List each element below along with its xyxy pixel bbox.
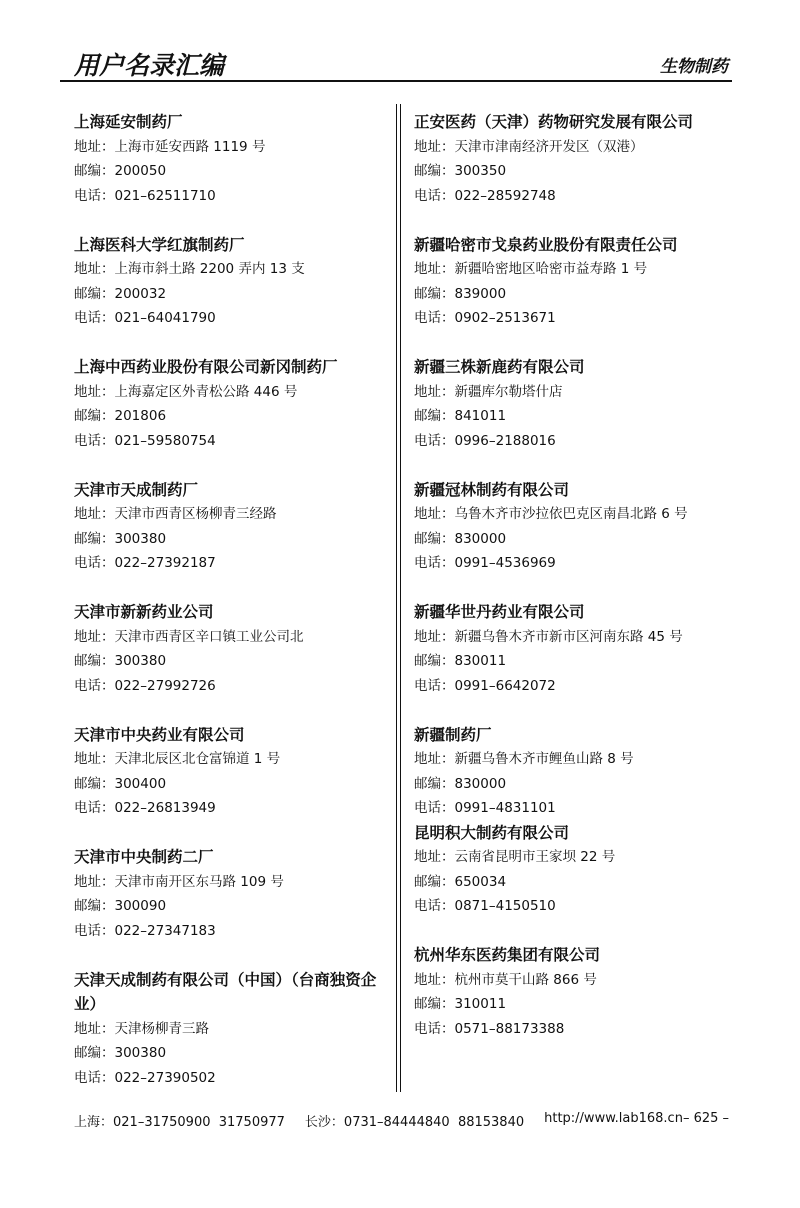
company-address: 地址：新疆乌鲁木齐市新市区河南东路 45 号 xyxy=(414,628,683,645)
company-entry xyxy=(74,723,394,821)
company-phone: 电话：0996–2188016 xyxy=(414,432,556,449)
company-entry xyxy=(414,821,744,919)
company-name: 上海医科大学红旗制药厂 xyxy=(74,235,245,254)
company-name: 天津市新新药业公司 xyxy=(74,603,214,621)
company-address: 地址：杭州市莫干山路 866 号 xyxy=(414,971,597,988)
company-phone: 电话：021–64041790 xyxy=(74,310,216,326)
company-postcode: 邮编：300350 xyxy=(414,163,507,179)
company-postcode: 邮编：830000 xyxy=(414,530,507,547)
company-postcode: 邮编：830000 xyxy=(414,775,507,792)
company-phone: 电话：021–59580754 xyxy=(74,432,216,449)
section-category: 生物制药 xyxy=(660,57,728,77)
company-name: 昆明积大制药有限公司 xyxy=(414,823,570,842)
company-phone: 电话：0991–4831101 xyxy=(414,800,556,816)
company-entry xyxy=(414,723,744,821)
company-address: 地址：上海市延安西路 1119 号 xyxy=(74,138,266,155)
company-address: 地址：天津市津南经济开发区（双港） xyxy=(414,138,644,155)
company-postcode: 邮编：200032 xyxy=(74,285,167,302)
company-address: 地址：天津市西青区杨柳青三经路 xyxy=(74,506,277,522)
company-address: 地址：天津杨柳青三路 xyxy=(74,1020,209,1037)
company-name: 新疆冠林制药有限公司 xyxy=(414,480,570,499)
company-entry xyxy=(414,110,744,208)
company-postcode: 邮编：300400 xyxy=(74,775,167,792)
company-address: 地址：上海嘉定区外青松公路 446 号 xyxy=(74,383,298,400)
footer-changsha-phone: 长沙：0731–84444840 88153840 xyxy=(304,1115,525,1130)
company-name: 新疆华世丹药业有限公司 xyxy=(414,603,585,621)
company-entry xyxy=(74,600,394,698)
company-address: 地址：天津市南开区东马路 109 号 xyxy=(74,873,284,890)
header-divider xyxy=(60,80,732,82)
company-name: 新疆制药厂 xyxy=(414,725,492,744)
company-name: 天津市天成制药厂 xyxy=(74,480,199,499)
company-phone: 电话：022–27390502 xyxy=(74,1069,216,1086)
footer-shanghai-phone: 上海：021–31750900 31750977 xyxy=(74,1115,285,1130)
company-entry xyxy=(74,110,394,208)
company-phone: 电话：022–28592748 xyxy=(414,187,556,204)
company-phone: 电话：022–27992726 xyxy=(74,677,216,694)
company-postcode: 邮编：300380 xyxy=(74,653,167,669)
company-phone: 电话：0991–4536969 xyxy=(414,555,556,571)
column-divider xyxy=(396,104,397,1092)
company-address: 地址：新疆乌鲁木齐市鲤鱼山路 8 号 xyxy=(414,751,634,767)
footer-website-link[interactable]: http://www.lab168.cn xyxy=(544,1111,683,1126)
company-postcode: 邮编：300380 xyxy=(74,1045,167,1061)
company-name: 天津天成制药有限公司（中国）（台商独资企业） xyxy=(74,970,377,1013)
company-address: 地址：云南省昆明市王家坝 22 号 xyxy=(414,849,616,865)
company-address: 地址：乌鲁木齐市沙拉依巴克区南昌北路 6 号 xyxy=(414,506,688,522)
company-phone: 电话：022–27347183 xyxy=(74,922,216,939)
company-address: 地址：天津市西青区辛口镇工业公司北 xyxy=(74,628,304,645)
company-name: 杭州华东医药集团有限公司 xyxy=(414,946,601,964)
page-header-title: 用户名录汇编 xyxy=(74,51,225,80)
page-number: – 625 – xyxy=(682,1111,730,1126)
company-address: 地址：新疆哈密地区哈密市益寿路 1 号 xyxy=(414,261,648,277)
company-postcode: 邮编：300380 xyxy=(74,530,167,547)
company-postcode: 邮编：839000 xyxy=(414,285,507,302)
company-entry xyxy=(414,355,744,453)
company-postcode: 邮编：200050 xyxy=(74,163,167,179)
company-name: 上海延安制药厂 xyxy=(74,113,183,131)
left-column xyxy=(74,110,394,1090)
page-footer xyxy=(74,1111,730,1130)
company-phone: 电话：0871–4150510 xyxy=(414,898,556,914)
company-address: 地址：上海市斜土路 2200 弄内 13 支 xyxy=(74,261,305,277)
company-postcode: 邮编：650034 xyxy=(414,873,507,890)
company-name: 正安医药（天津）药物研究发展有限公司 xyxy=(414,113,694,131)
company-phone: 电话：0991–6642072 xyxy=(414,677,556,694)
company-postcode: 邮编：300090 xyxy=(74,898,167,914)
company-entry xyxy=(414,600,744,698)
company-postcode: 邮编：310011 xyxy=(414,996,507,1012)
company-entry xyxy=(414,943,744,1041)
company-name: 上海中西药业股份有限公司新冈制药厂 xyxy=(74,358,338,376)
company-name: 天津市中央药业有限公司 xyxy=(74,725,245,744)
company-phone: 电话：0902–2513671 xyxy=(414,310,556,326)
company-address: 地址：新疆库尔勒塔什店 xyxy=(414,383,563,400)
company-entry xyxy=(74,233,394,331)
company-entry xyxy=(74,845,394,943)
company-address: 地址：天津北辰区北仓富锦道 1 号 xyxy=(74,751,281,767)
company-postcode: 邮编：841011 xyxy=(414,408,507,424)
company-entry xyxy=(74,355,394,453)
column-divider xyxy=(400,104,401,1092)
company-name: 新疆三株新鹿药有限公司 xyxy=(414,358,585,376)
right-column xyxy=(414,110,744,1041)
company-postcode: 邮编：830011 xyxy=(414,653,507,669)
company-entry xyxy=(414,478,744,576)
company-phone: 电话：022–26813949 xyxy=(74,800,216,816)
company-phone: 电话：021–62511710 xyxy=(74,187,216,204)
company-phone: 电话：022–27392187 xyxy=(74,555,216,571)
company-entry xyxy=(74,968,394,1091)
company-name: 新疆哈密市戈泉药业股份有限责任公司 xyxy=(414,235,678,254)
company-name: 天津市中央制药二厂 xyxy=(74,848,214,866)
company-postcode: 邮编：201806 xyxy=(74,408,167,424)
company-entry xyxy=(414,233,744,331)
company-phone: 电话：0571–88173388 xyxy=(414,1020,565,1037)
company-entry xyxy=(74,478,394,576)
